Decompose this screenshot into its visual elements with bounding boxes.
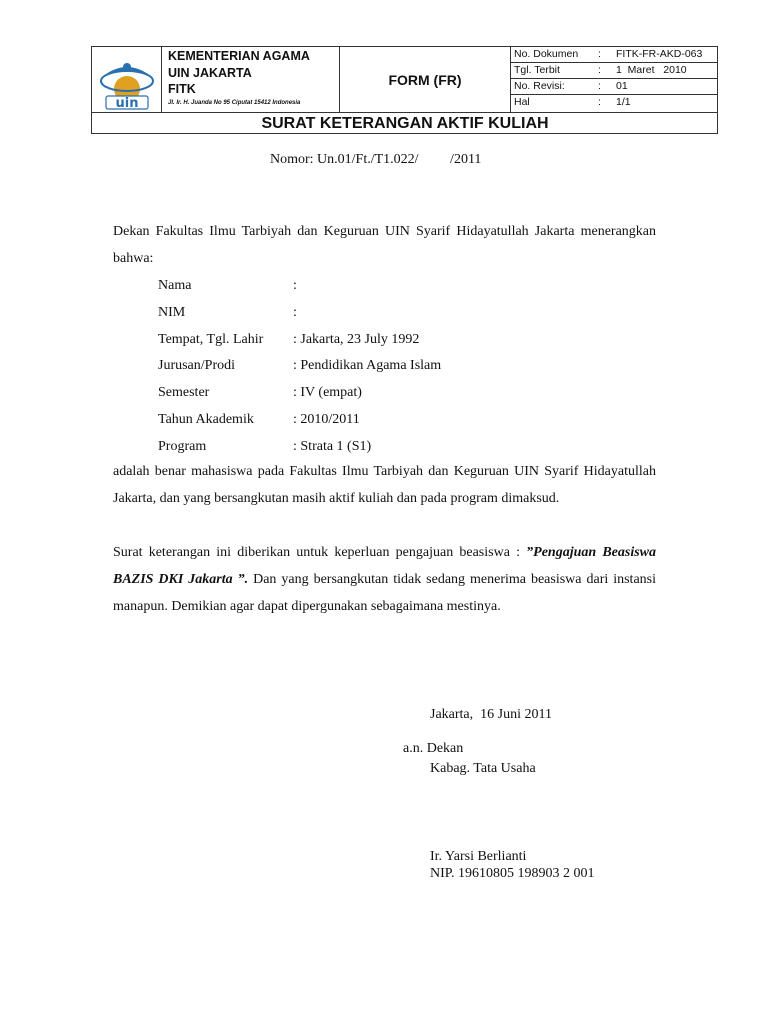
field-value-nim: :	[293, 305, 297, 320]
meta-sep: :	[598, 80, 601, 92]
place-date: Jakarta, 16 Juni 2011	[430, 707, 552, 722]
field-label-ttl: Tempat, Tgl. Lahir	[158, 332, 264, 347]
meta-sep: :	[598, 48, 601, 60]
institution-faculty: FITK	[168, 82, 196, 96]
intro-paragraph: Dekan Fakultas Ilmu Tarbiyah dan Keguruan UIN Syarif Hidayatullah Jakarta menerangkan bahwa:	[113, 224, 656, 266]
field-value-jurusan: : Pendidikan Agama Islam	[293, 358, 442, 373]
signatory-on-behalf: a.n. Dekan	[403, 741, 464, 756]
meta-key: Hal	[514, 96, 530, 108]
logo-cell	[92, 47, 162, 112]
institution-university: UIN JAKARTA	[168, 66, 252, 80]
scholarship-name: ”Pengajuan Beasiswa BAZIS DKI Jakarta ”.	[113, 545, 656, 587]
field-label-nim: NIM	[158, 305, 186, 320]
signatory-name: Ir. Yarsi Berlianti	[430, 849, 527, 864]
meta-sep: :	[598, 64, 601, 76]
meta-row-revisi	[511, 79, 718, 95]
field-value-tahun: : 2010/2011	[293, 412, 360, 427]
meta-row-hal	[511, 95, 718, 111]
document-number: Nomor: Un.01/Ft./T1.022/ /2011	[270, 152, 482, 167]
meta-key: Tgl. Terbit	[514, 64, 560, 76]
field-label-nama: Nama	[158, 278, 192, 293]
meta-row-dokumen	[511, 47, 718, 63]
form-label: FORM (FR)	[340, 47, 511, 112]
document-header	[91, 46, 718, 134]
field-label-program: Program	[158, 439, 207, 454]
meta-key: No. Revisi:	[514, 80, 565, 92]
meta-value: 1 Maret 2010	[616, 64, 687, 76]
document-title: SURAT KETERANGAN AKTIF KULIAH	[92, 112, 718, 134]
institution-address: Jl. Ir. H. Juanda No 95 Ciputat 15412 Indonesia	[168, 100, 301, 106]
field-label-semester: Semester	[158, 385, 210, 400]
signatory-position: Kabag. Tata Usaha	[430, 761, 536, 776]
field-value-nama: :	[293, 278, 297, 293]
signatory-nip: NIP. 19610805 198903 2 001	[430, 866, 595, 881]
meta-value: 1/1	[616, 96, 631, 108]
meta-value: FITK-FR-AKD-063	[616, 48, 703, 60]
purpose-text: Surat keterangan ini diberikan untuk keperluan pengajuan beasiswa :	[113, 545, 527, 560]
meta-sep: :	[598, 96, 601, 108]
institution-ministry: KEMENTERIAN AGAMA	[168, 49, 310, 63]
institution-block	[162, 47, 340, 112]
field-label-jurusan: Jurusan/Prodi	[158, 358, 235, 373]
field-label-tahun: Tahun Akademik	[158, 412, 254, 427]
logo-text: uin	[115, 96, 139, 111]
document-meta	[511, 47, 718, 112]
meta-value: 01	[616, 80, 628, 92]
field-value-program: : Strata 1 (S1)	[293, 439, 372, 454]
field-value-ttl: : Jakarta, 23 July 1992	[293, 332, 420, 347]
meta-row-terbit	[511, 63, 718, 79]
meta-key: No. Dokumen	[514, 48, 579, 60]
paragraph-purpose	[113, 540, 656, 620]
purpose-text-end: Dan yang bersangkutan tidak sedang menerima beasiswa dari instansi manapun. Demikian agar dapat dipergunakan sebagaimana mestinya.	[113, 571, 656, 614]
field-value-semester: : IV (empat)	[293, 385, 362, 400]
paragraph-status: adalah benar mahasiswa pada Fakultas Ilmu Tarbiyah dan Keguruan UIN Syarif Hidayatullah Jakarta, dan yang bersangkutan masih aktif kuliah dan pada program dimaksud.	[113, 464, 656, 506]
uin-logo-icon	[92, 47, 162, 112]
